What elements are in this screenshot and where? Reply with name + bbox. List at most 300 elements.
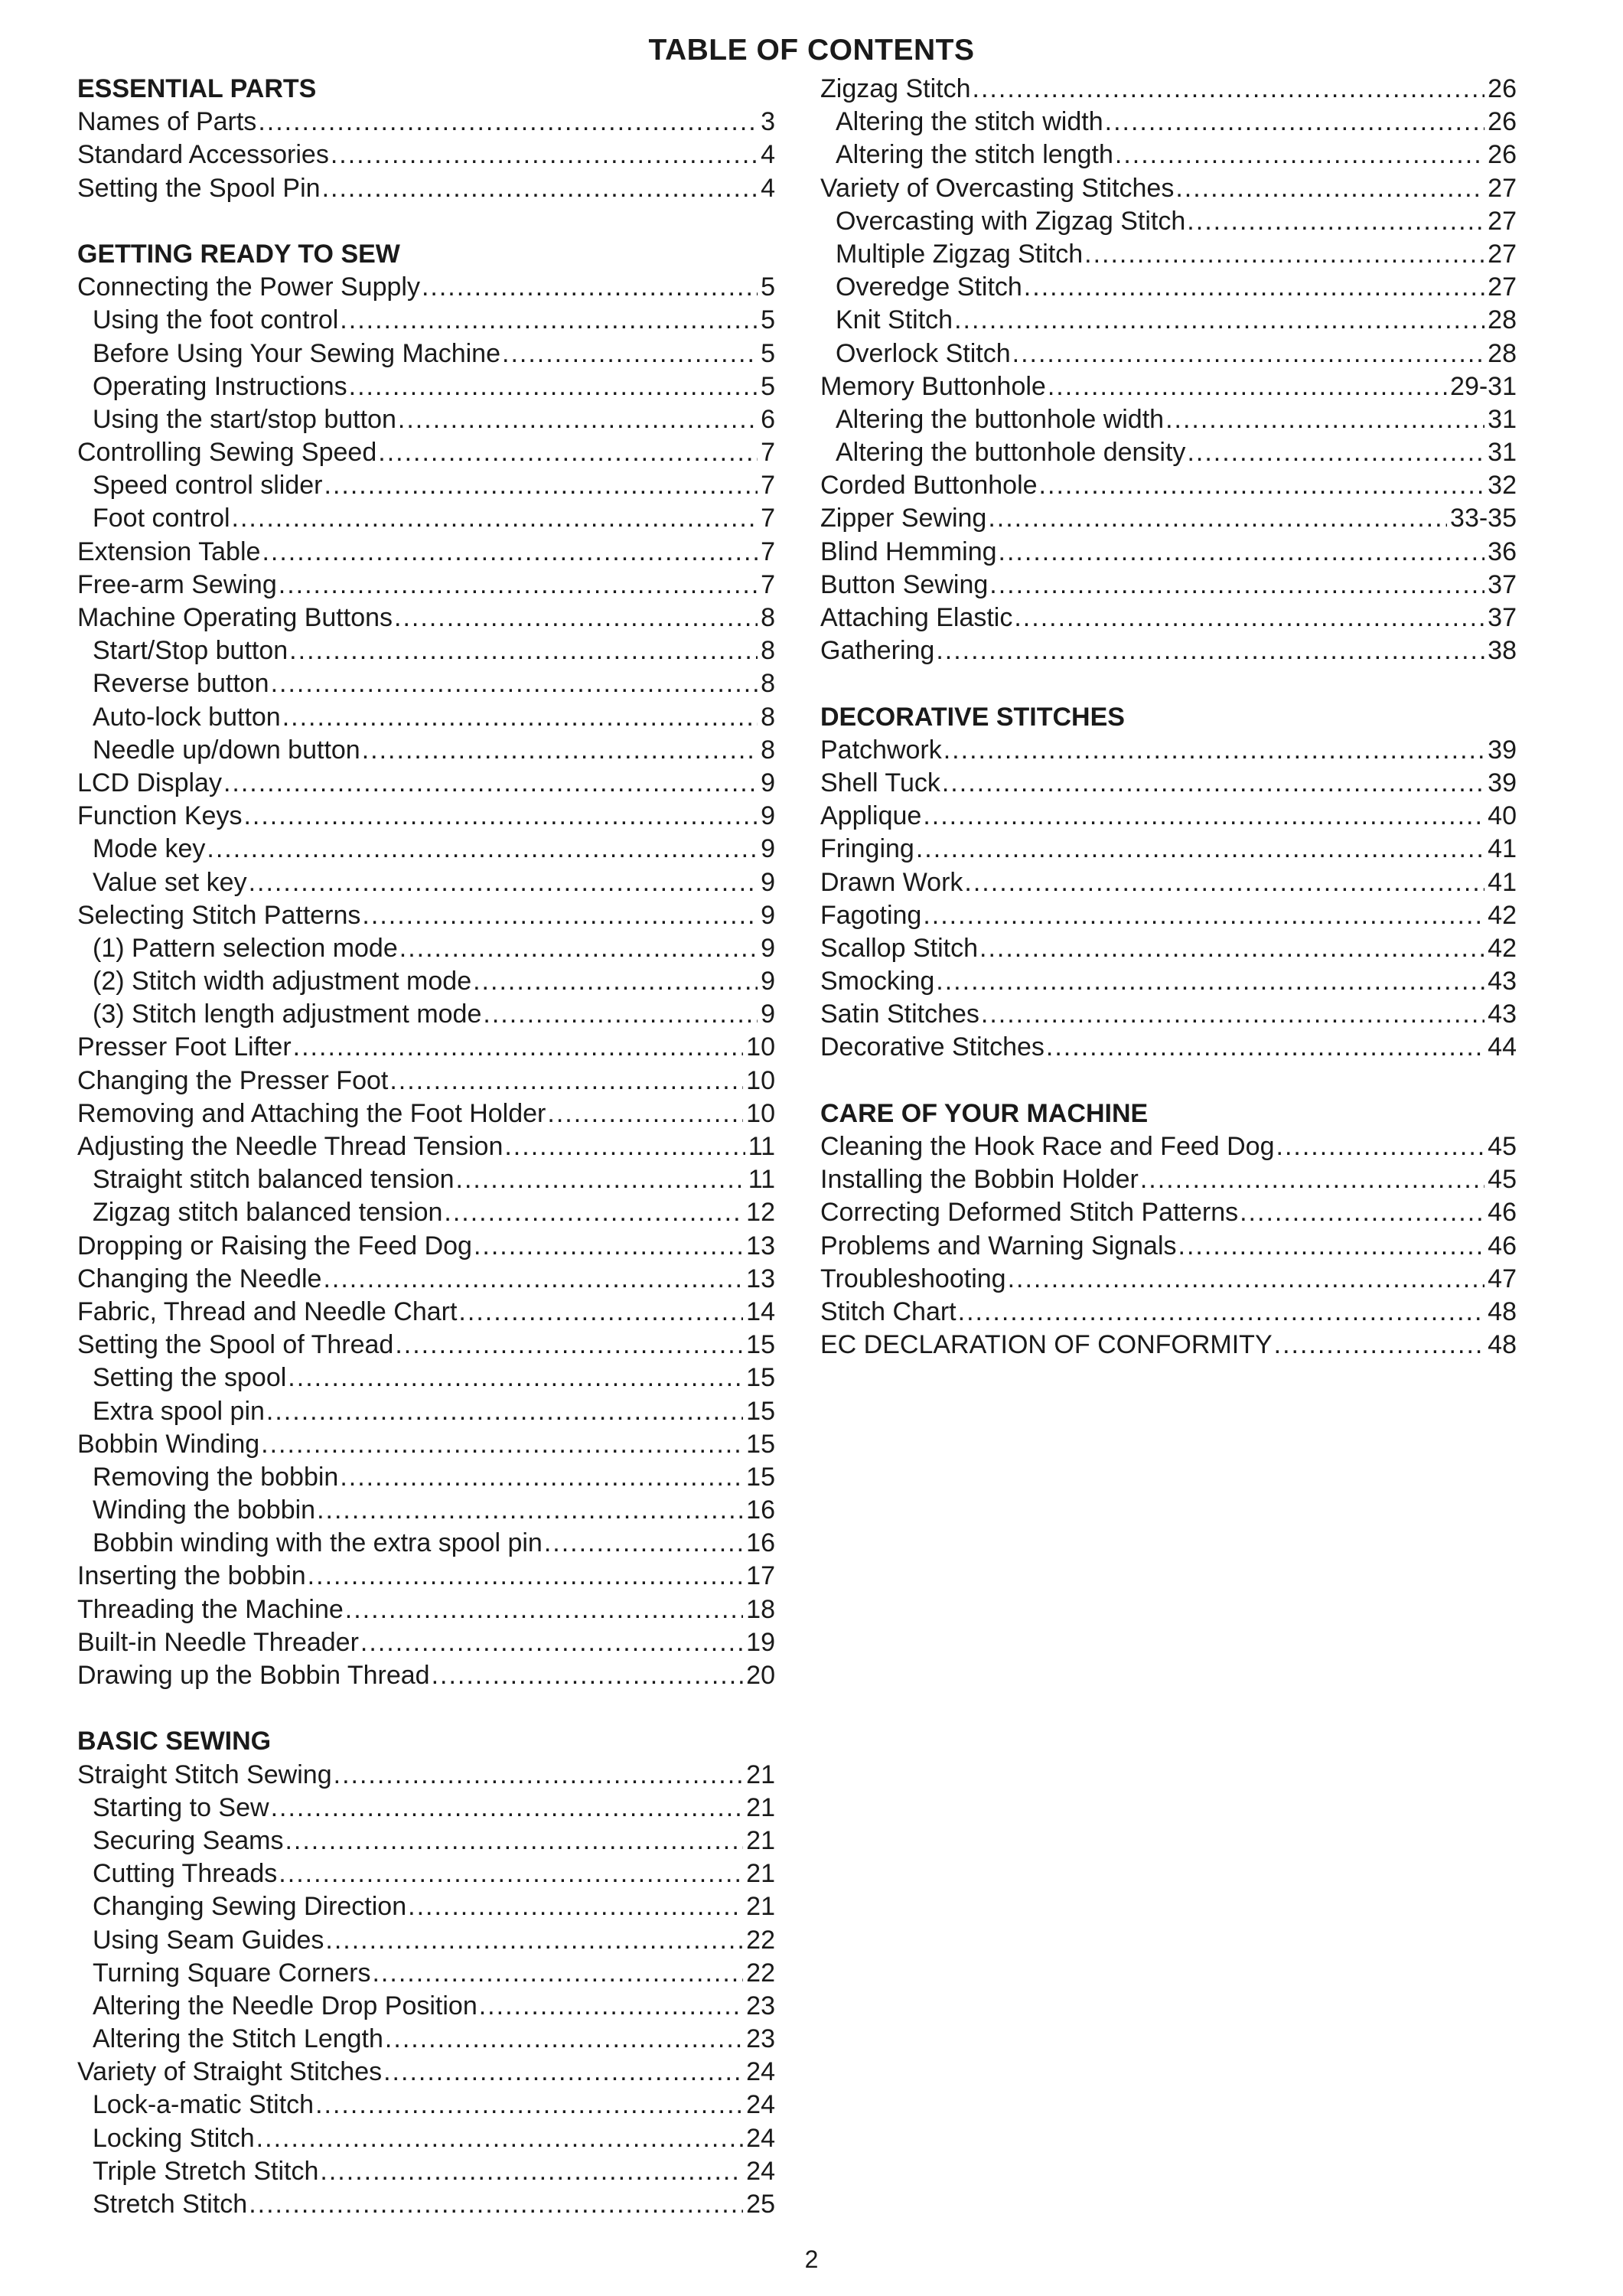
toc-entry-label: Using the start/stop button bbox=[93, 404, 396, 434]
dot-leader bbox=[385, 2023, 743, 2056]
dot-leader bbox=[1039, 469, 1485, 502]
toc-entry-label: Straight Stitch Sewing bbox=[77, 1760, 332, 1789]
toc-entry-label: Changing the Needle bbox=[77, 1264, 322, 1293]
toc-entry-page-number: 15 bbox=[746, 1429, 775, 1459]
toc-entry-presser-foot-lifter bbox=[77, 1031, 775, 1064]
toc-subentry-turning-square-corners bbox=[77, 1957, 775, 1990]
toc-entry-label: Applique bbox=[820, 801, 922, 831]
toc-entry-label: Fringing bbox=[820, 834, 914, 864]
toc-entry-label: Drawing up the Bobbin Thread bbox=[77, 1661, 430, 1690]
toc-entry-label: Zipper Sewing bbox=[820, 504, 987, 533]
toc-entry-scallop-stitch bbox=[820, 932, 1517, 965]
toc-entry-label: Satin Stitches bbox=[820, 1000, 979, 1029]
dot-leader bbox=[474, 1230, 743, 1263]
toc-entry-installing-the-bobbin-holder bbox=[820, 1163, 1517, 1196]
dot-leader bbox=[372, 1957, 743, 1990]
toc-entry-label: Gathering bbox=[820, 636, 935, 666]
toc-entry-label: Drawn Work bbox=[820, 867, 963, 897]
toc-entry-page-number: 9 bbox=[761, 900, 775, 930]
toc-entry-page-number: 9 bbox=[761, 967, 775, 996]
toc-entry-label: Start/Stop button bbox=[93, 636, 288, 666]
toc-subentry-operating-instructions bbox=[77, 370, 775, 403]
toc-entry-label: Value set key bbox=[93, 867, 247, 897]
dot-leader bbox=[473, 965, 758, 998]
toc-entry-label: Machine Operating Buttons bbox=[77, 603, 393, 632]
dot-leader bbox=[340, 1461, 743, 1494]
dot-leader bbox=[331, 139, 758, 171]
toc-entry-straight-stitch-sewing bbox=[77, 1759, 775, 1792]
toc-entry-page-number: 6 bbox=[761, 404, 775, 434]
toc-entry-page-number: 21 bbox=[746, 1892, 775, 1922]
dot-leader bbox=[999, 536, 1485, 569]
toc-entry-adjusting-the-needle-thread-tension bbox=[77, 1130, 775, 1163]
toc-entry-setting-the-spool-pin bbox=[77, 172, 775, 205]
toc-entry-label: Threading the Machine bbox=[77, 1594, 344, 1624]
toc-entry-controlling-sewing-speed bbox=[77, 436, 775, 469]
toc-entry-label: Needle up/down button bbox=[93, 735, 360, 765]
toc-entry-page-number: 8 bbox=[761, 636, 775, 666]
toc-subentry-needle-up-down-button bbox=[77, 734, 775, 767]
toc-entry-label: Memory Buttonhole bbox=[820, 371, 1046, 401]
dot-leader bbox=[345, 1593, 743, 1626]
dot-leader bbox=[266, 1395, 743, 1428]
toc-entry-zipper-sewing bbox=[820, 502, 1517, 535]
toc-entry-label: Installing the Bobbin Holder bbox=[820, 1165, 1139, 1195]
toc-entry-ec-declaration-of-conformity bbox=[820, 1329, 1517, 1362]
toc-entry-label: Lock-a-matic Stitch bbox=[93, 2090, 314, 2120]
dot-leader bbox=[432, 1659, 744, 1692]
toc-entry-label: Troubleshooting bbox=[820, 1264, 1006, 1293]
toc-entry-page-number: 11 bbox=[748, 1165, 775, 1195]
toc-subentry-using-the-start-stop-button bbox=[77, 403, 775, 436]
toc-subentry-bobbin-winding-with-the-extra-spool-pin bbox=[77, 1527, 775, 1560]
toc-subentry-altering-the-buttonhole-density bbox=[820, 436, 1517, 469]
toc-entry-label: Overedge Stitch bbox=[836, 272, 1022, 302]
toc-entry-memory-buttonhole bbox=[820, 370, 1517, 403]
toc-entry-page-number: 10 bbox=[746, 1032, 775, 1062]
dot-leader bbox=[1048, 370, 1447, 403]
toc-entry-bobbin-winding bbox=[77, 1428, 775, 1461]
toc-entry-page-number: 45 bbox=[1488, 1165, 1517, 1195]
dot-leader bbox=[1084, 238, 1484, 271]
toc-entry-label: Operating Instructions bbox=[93, 371, 347, 401]
section-heading-basic-sewing: BASIC SEWING bbox=[77, 1727, 272, 1756]
dot-leader bbox=[1178, 1230, 1485, 1263]
dot-leader bbox=[324, 469, 758, 502]
toc-entry-label: Cleaning the Hook Race and Feed Dog bbox=[820, 1132, 1275, 1161]
toc-entry-button-sewing bbox=[820, 569, 1517, 602]
toc-entry-page-number: 46 bbox=[1488, 1231, 1517, 1261]
toc-entry-page-number: 8 bbox=[761, 603, 775, 632]
toc-entry-page-number: 5 bbox=[761, 272, 775, 302]
section-spacer bbox=[77, 205, 775, 238]
dot-leader bbox=[1014, 602, 1484, 634]
toc-subentry-knit-stitch bbox=[820, 304, 1517, 337]
toc-subentry-changing-sewing-direction bbox=[77, 1890, 775, 1923]
toc-entry-label: Smocking bbox=[820, 967, 935, 996]
section-heading-decorative-stitches: DECORATIVE STITCHES bbox=[820, 702, 1125, 732]
dot-leader bbox=[398, 403, 758, 436]
toc-subentry-using-the-foot-control bbox=[77, 304, 775, 337]
dot-leader bbox=[271, 667, 758, 700]
toc-entry-label: EC DECLARATION OF CONFORMITY bbox=[820, 1330, 1273, 1360]
dot-leader bbox=[916, 833, 1484, 866]
toc-entry-zigzag-stitch bbox=[820, 73, 1517, 106]
dot-leader bbox=[279, 569, 758, 602]
dot-leader bbox=[1274, 1329, 1485, 1362]
toc-subentry-removing-the-bobbin bbox=[77, 1461, 775, 1494]
toc-subentry-altering-the-needle-drop-position bbox=[77, 1990, 775, 2023]
dot-leader bbox=[349, 370, 758, 403]
toc-entry-label: Problems and Warning Signals bbox=[820, 1231, 1177, 1261]
dot-leader bbox=[1240, 1196, 1484, 1229]
dot-leader bbox=[288, 1362, 743, 1394]
toc-entry-page-number: 28 bbox=[1488, 305, 1517, 335]
dot-leader bbox=[504, 1130, 745, 1163]
dot-leader bbox=[1187, 436, 1484, 469]
toc-entry-label: Speed control slider bbox=[93, 471, 323, 501]
toc-entry-page-number: 44 bbox=[1488, 1032, 1517, 1062]
toc-subentry-winding-the-bobbin bbox=[77, 1494, 775, 1527]
dot-leader bbox=[1175, 172, 1484, 205]
toc-subentry-triple-stretch-stitch bbox=[77, 2155, 775, 2188]
toc-entry-decorative-stitches bbox=[820, 1031, 1517, 1064]
toc-subentry-altering-the-stitch-length bbox=[820, 139, 1517, 171]
toc-entry-label: Overlock Stitch bbox=[836, 338, 1011, 368]
toc-entry-page-number: 42 bbox=[1488, 933, 1517, 963]
section-heading-essential-parts: ESSENTIAL PARTS bbox=[77, 74, 317, 103]
toc-entry-page-number: 40 bbox=[1488, 801, 1517, 831]
dot-leader bbox=[1140, 1163, 1484, 1196]
toc-entry-troubleshooting bbox=[820, 1263, 1517, 1296]
toc-entry-page-number: 19 bbox=[746, 1627, 775, 1657]
dot-leader bbox=[936, 634, 1484, 667]
toc-entry-label: Presser Foot Lifter bbox=[77, 1032, 292, 1062]
section-heading-care-of-your-machine: CARE OF YOUR MACHINE bbox=[820, 1098, 1149, 1128]
dot-leader bbox=[923, 800, 1484, 833]
toc-subentry-overcasting-with-zigzag-stitch bbox=[820, 205, 1517, 238]
toc-entry-page-number: 46 bbox=[1488, 1198, 1517, 1228]
toc-entry-removing-and-attaching-the-foot-holder bbox=[77, 1097, 775, 1130]
toc-entry-page-number: 10 bbox=[746, 1098, 775, 1128]
dot-leader bbox=[308, 1560, 744, 1593]
dot-leader bbox=[317, 1494, 743, 1527]
toc-entry-variety-of-straight-stitches bbox=[77, 2056, 775, 2089]
toc-entry-page-number: 16 bbox=[746, 1495, 775, 1525]
toc-entry-page-number: 4 bbox=[761, 140, 775, 170]
dot-leader bbox=[282, 701, 758, 734]
dot-leader bbox=[1008, 1263, 1485, 1296]
toc-subentry-overedge-stitch bbox=[820, 271, 1517, 304]
toc-entry-label: Blind Hemming bbox=[820, 536, 997, 566]
dot-leader bbox=[1115, 139, 1484, 171]
toc-entry-label: Patchwork bbox=[820, 735, 942, 765]
toc-entry-page-number: 21 bbox=[746, 1859, 775, 1889]
toc-entry-satin-stitches bbox=[820, 998, 1517, 1031]
dot-leader bbox=[1012, 338, 1485, 370]
toc-entry-page-number: 41 bbox=[1488, 867, 1517, 897]
toc-entry-fringing bbox=[820, 833, 1517, 866]
toc-entry-label: Cutting Threads bbox=[93, 1859, 278, 1889]
toc-subentry-1-pattern-selection-mode bbox=[77, 932, 775, 965]
dot-leader bbox=[261, 1428, 743, 1461]
toc-subentry-altering-the-stitch-width bbox=[820, 106, 1517, 139]
toc-entry-label: Auto-lock button bbox=[93, 702, 281, 732]
toc-subentry-auto-lock-button bbox=[77, 701, 775, 734]
toc-entry-page-number: 21 bbox=[746, 1792, 775, 1822]
toc-subentry-straight-stitch-balanced-tension bbox=[77, 1163, 775, 1196]
dot-leader bbox=[389, 1065, 743, 1097]
dot-leader bbox=[936, 965, 1484, 998]
dot-leader bbox=[360, 1626, 743, 1659]
toc-subentry-stretch-stitch bbox=[77, 2188, 775, 2221]
dot-leader bbox=[544, 1527, 743, 1560]
toc-entry-smocking bbox=[820, 965, 1517, 998]
toc-entry-selecting-stitch-patterns bbox=[77, 899, 775, 932]
toc-entry-variety-of-overcasting-stitches bbox=[820, 172, 1517, 205]
toc-entry-page-number: 15 bbox=[746, 1396, 775, 1426]
toc-subentry-zigzag-stitch-balanced-tension bbox=[77, 1196, 775, 1229]
toc-entry-page-number: 7 bbox=[761, 438, 775, 468]
toc-entry-label: Setting the spool bbox=[93, 1363, 287, 1393]
toc-entry-page-number: 9 bbox=[761, 1000, 775, 1029]
toc-entry-label: Free-arm Sewing bbox=[77, 569, 277, 599]
toc-entry-page-number: 11 bbox=[748, 1132, 775, 1161]
toc-entry-page-number: 9 bbox=[761, 867, 775, 897]
toc-entry-page-number: 41 bbox=[1488, 834, 1517, 864]
toc-subentry-altering-the-buttonhole-width bbox=[820, 403, 1517, 436]
dot-leader bbox=[395, 1329, 743, 1362]
dot-leader bbox=[383, 2056, 743, 2089]
dot-leader bbox=[1046, 1031, 1484, 1064]
toc-entry-label: Dropping or Raising the Feed Dog bbox=[77, 1231, 472, 1261]
toc-entry-label: Selecting Stitch Patterns bbox=[77, 900, 361, 930]
toc-entry-shell-tuck bbox=[820, 767, 1517, 800]
page-title: TABLE OF CONTENTS bbox=[648, 34, 975, 67]
toc-entry-page-number: 42 bbox=[1488, 900, 1517, 930]
toc-subentry-2-stitch-width-adjustment-mode bbox=[77, 965, 775, 998]
dot-leader bbox=[262, 536, 758, 569]
dot-leader bbox=[981, 998, 1484, 1031]
toc-entry-page-number: 5 bbox=[761, 371, 775, 401]
toc-entry-page-number: 7 bbox=[761, 536, 775, 566]
dot-leader bbox=[340, 304, 758, 337]
toc-entry-label: Before Using Your Sewing Machine bbox=[93, 338, 500, 368]
toc-entry-page-number: 9 bbox=[761, 801, 775, 831]
toc-entry-label: Foot control bbox=[93, 504, 230, 533]
dot-leader bbox=[979, 932, 1484, 965]
toc-entry-patchwork bbox=[820, 734, 1517, 767]
toc-right-column bbox=[820, 73, 1517, 1362]
toc-subentry-speed-control-slider bbox=[77, 469, 775, 502]
toc-entry-stitch-chart bbox=[820, 1296, 1517, 1329]
toc-entry-page-number: 22 bbox=[746, 1958, 775, 1988]
toc-entry-label: LCD Display bbox=[77, 768, 222, 797]
toc-entry-page-number: 47 bbox=[1488, 1264, 1517, 1293]
toc-entry-page-number: 27 bbox=[1488, 206, 1517, 236]
dot-leader bbox=[249, 866, 758, 899]
toc-subentry-3-stitch-length-adjustment-mode bbox=[77, 998, 775, 1031]
toc-entry-label: Adjusting the Needle Thread Tension bbox=[77, 1132, 504, 1161]
dot-leader bbox=[249, 2188, 743, 2221]
dot-leader bbox=[1187, 205, 1484, 238]
dot-leader bbox=[422, 271, 758, 304]
dot-leader bbox=[399, 932, 758, 965]
toc-entry-changing-the-presser-foot bbox=[77, 1065, 775, 1097]
toc-entry-page-number: 24 bbox=[746, 2090, 775, 2120]
toc-entry-dropping-or-raising-the-feed-dog bbox=[77, 1230, 775, 1263]
toc-entry-names-of-parts bbox=[77, 106, 775, 139]
toc-entry-page-number: 27 bbox=[1488, 173, 1517, 203]
toc-entry-page-number: 43 bbox=[1488, 1000, 1517, 1029]
toc-entry-page-number: 24 bbox=[746, 2156, 775, 2186]
dot-leader bbox=[1165, 403, 1484, 436]
dot-leader bbox=[323, 1263, 743, 1296]
toc-entry-page-number: 13 bbox=[746, 1231, 775, 1261]
toc-subentry-cutting-threads bbox=[77, 1857, 775, 1890]
toc-entry-gathering bbox=[820, 634, 1517, 667]
dot-leader bbox=[315, 2089, 743, 2122]
toc-entry-page-number: 7 bbox=[761, 504, 775, 533]
toc-entry-page-number: 12 bbox=[746, 1198, 775, 1228]
dot-leader bbox=[942, 767, 1484, 800]
toc-entry-label: Using the foot control bbox=[93, 305, 339, 335]
toc-entry-page-number: 21 bbox=[746, 1760, 775, 1789]
toc-entry-page-number: 26 bbox=[1488, 74, 1517, 103]
toc-entry-label: Variety of Straight Stitches bbox=[77, 2057, 383, 2087]
toc-entry-correcting-deformed-stitch-patterns bbox=[820, 1196, 1517, 1229]
dot-leader bbox=[444, 1196, 743, 1229]
dot-leader bbox=[232, 502, 758, 535]
toc-subentry-altering-the-stitch-length bbox=[77, 2023, 775, 2056]
dot-leader bbox=[954, 304, 1484, 337]
toc-entry-page-number: 38 bbox=[1488, 636, 1517, 666]
toc-entry-label: Controlling Sewing Speed bbox=[77, 438, 377, 468]
toc-entry-label: Variety of Overcasting Stitches bbox=[820, 173, 1175, 203]
dot-leader bbox=[362, 734, 758, 767]
toc-entry-label: Setting the Spool Pin bbox=[77, 173, 321, 203]
toc-entry-label: Bobbin Winding bbox=[77, 1429, 260, 1459]
toc-entry-attaching-elastic bbox=[820, 602, 1517, 634]
toc-subentry-overlock-stitch bbox=[820, 338, 1517, 370]
toc-entry-fagoting bbox=[820, 899, 1517, 932]
toc-entry-blind-hemming bbox=[820, 536, 1517, 569]
toc-entry-page-number: 31 bbox=[1488, 438, 1517, 468]
dot-leader bbox=[258, 106, 758, 139]
toc-entry-page-number: 33-35 bbox=[1450, 504, 1517, 533]
toc-entry-page-number: 9 bbox=[761, 768, 775, 797]
dot-leader bbox=[483, 998, 758, 1031]
toc-entry-page-number: 23 bbox=[746, 2024, 775, 2054]
toc-entry-corded-buttonhole bbox=[820, 469, 1517, 502]
dot-leader bbox=[289, 634, 758, 667]
toc-entry-page-number: 8 bbox=[761, 669, 775, 699]
toc-entry-drawn-work bbox=[820, 866, 1517, 899]
toc-entry-label: Standard Accessories bbox=[77, 140, 329, 170]
toc-entry-page-number: 26 bbox=[1488, 140, 1517, 170]
toc-entry-label: Multiple Zigzag Stitch bbox=[836, 239, 1084, 269]
toc-entry-label: Setting the Spool of Thread bbox=[77, 1330, 394, 1360]
toc-entry-label: Turning Square Corners bbox=[93, 1958, 371, 1988]
dot-leader bbox=[223, 767, 758, 800]
dot-leader bbox=[1024, 271, 1484, 304]
toc-entry-connecting-the-power-supply bbox=[77, 271, 775, 304]
toc-subentry-start-stop-button bbox=[77, 634, 775, 667]
toc-subentry-value-set-key bbox=[77, 866, 775, 899]
dot-leader bbox=[943, 734, 1484, 767]
dot-leader bbox=[964, 866, 1484, 899]
dot-leader bbox=[456, 1163, 745, 1196]
toc-subentry-lock-a-matic-stitch bbox=[77, 2089, 775, 2122]
toc-entry-page-number: 37 bbox=[1488, 569, 1517, 599]
toc-entry-page-number: 16 bbox=[746, 1528, 775, 1558]
toc-entry-page-number: 24 bbox=[746, 2057, 775, 2087]
toc-entry-page-number: 39 bbox=[1488, 768, 1517, 797]
toc-entry-applique bbox=[820, 800, 1517, 833]
dot-leader bbox=[547, 1097, 743, 1130]
dot-leader bbox=[334, 1759, 744, 1792]
toc-entry-page-number: 9 bbox=[761, 933, 775, 963]
toc-entry-setting-the-spool-of-thread bbox=[77, 1329, 775, 1362]
toc-entry-page-number: 32 bbox=[1488, 471, 1517, 501]
dot-leader bbox=[1276, 1130, 1485, 1163]
toc-entry-page-number: 18 bbox=[746, 1594, 775, 1624]
toc-entry-page-number: 26 bbox=[1488, 107, 1517, 137]
toc-entry-page-number: 27 bbox=[1488, 272, 1517, 302]
toc-entry-page-number: 10 bbox=[746, 1065, 775, 1095]
toc-entry-page-number: 17 bbox=[746, 1561, 775, 1591]
toc-subentry-extra-spool-pin bbox=[77, 1395, 775, 1428]
toc-entry-label: Attaching Elastic bbox=[820, 603, 1013, 632]
dot-leader bbox=[320, 2155, 743, 2188]
toc-entry-label: Mode key bbox=[93, 834, 206, 864]
toc-entry-page-number: 39 bbox=[1488, 735, 1517, 765]
toc-entry-page-number: 8 bbox=[761, 735, 775, 765]
toc-entry-label: Shell Tuck bbox=[820, 768, 940, 797]
toc-subentry-starting-to-sew bbox=[77, 1792, 775, 1825]
toc-entry-page-number: 48 bbox=[1488, 1330, 1517, 1360]
toc-subentry-mode-key bbox=[77, 833, 775, 866]
toc-entry-label: Removing and Attaching the Foot Holder bbox=[77, 1098, 546, 1128]
toc-subentry-setting-the-spool bbox=[77, 1362, 775, 1394]
toc-entry-page-number: 5 bbox=[761, 338, 775, 368]
toc-entry-label: Removing the bobbin bbox=[93, 1462, 339, 1492]
toc-entry-page-number: 21 bbox=[746, 1825, 775, 1855]
toc-entry-page-number: 7 bbox=[761, 471, 775, 501]
toc-subentry-foot-control bbox=[77, 502, 775, 535]
toc-entry-label: Corded Buttonhole bbox=[820, 471, 1038, 501]
toc-entry-page-number: 24 bbox=[746, 2123, 775, 2153]
toc-entry-label: Winding the bobbin bbox=[93, 1495, 316, 1525]
toc-entry-function-keys bbox=[77, 800, 775, 833]
dot-leader bbox=[958, 1296, 1485, 1329]
toc-subentry-before-using-your-sewing-machine bbox=[77, 338, 775, 370]
toc-entry-label: Straight stitch balanced tension bbox=[93, 1165, 455, 1195]
dot-leader bbox=[293, 1031, 744, 1064]
toc-entry-label: Extension Table bbox=[77, 536, 261, 566]
toc-entry-page-number: 9 bbox=[761, 834, 775, 864]
toc-subentry-locking-stitch bbox=[77, 2122, 775, 2155]
toc-entry-page-number: 27 bbox=[1488, 239, 1517, 269]
toc-entry-label: Bobbin winding with the extra spool pin bbox=[93, 1528, 543, 1558]
page-number: 2 bbox=[804, 2245, 819, 2273]
dot-leader bbox=[1105, 106, 1485, 139]
toc-entry-label: Knit Stitch bbox=[836, 305, 953, 335]
toc-entry-lcd-display bbox=[77, 767, 775, 800]
toc-entry-label: Altering the Needle Drop Position bbox=[93, 1991, 477, 2020]
dot-leader bbox=[394, 602, 758, 634]
toc-entry-label: Locking Stitch bbox=[93, 2123, 255, 2153]
